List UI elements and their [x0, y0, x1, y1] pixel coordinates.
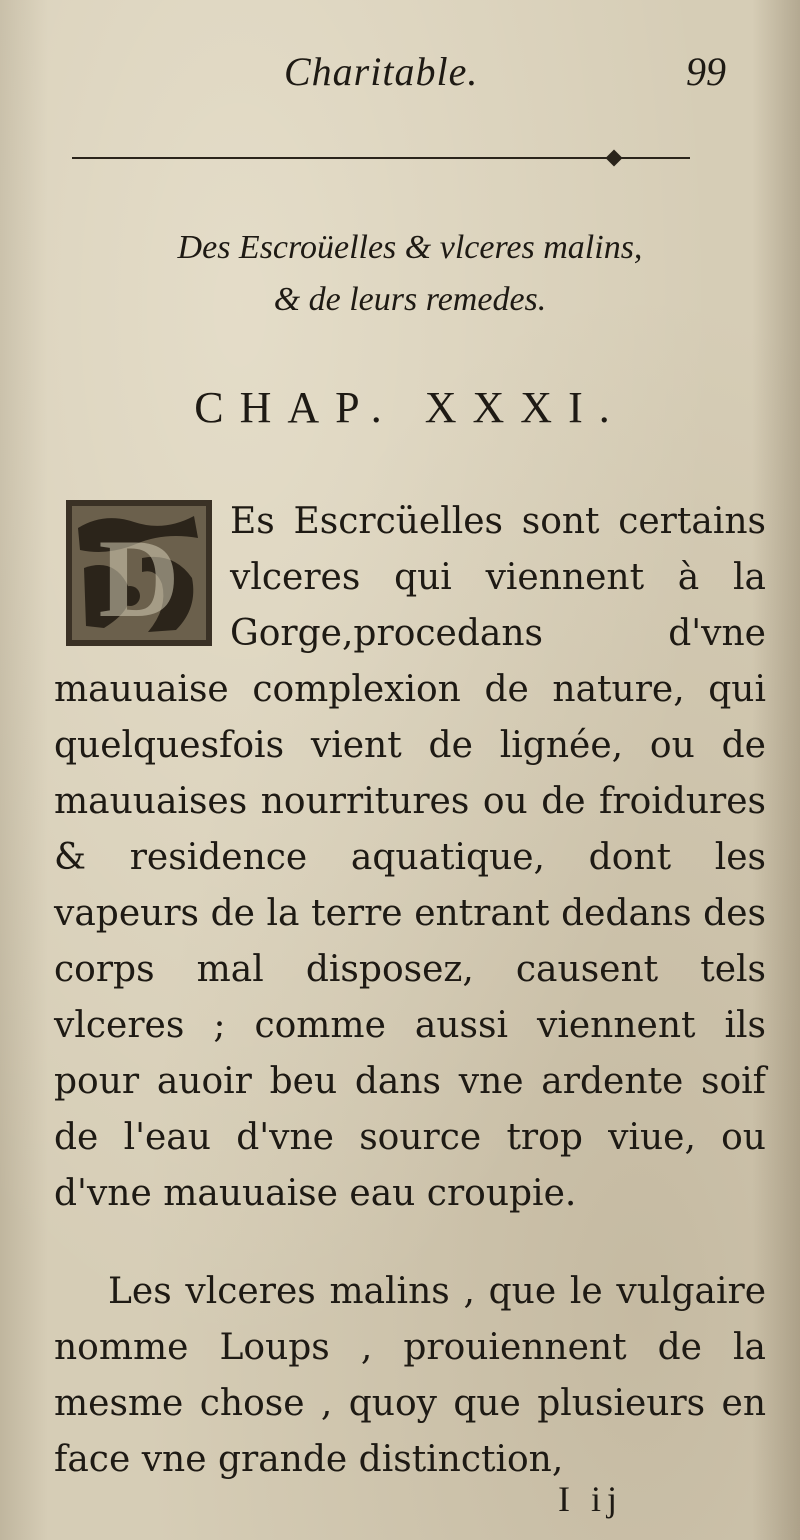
- chapter-title-line-1: Des Escroüelles & vlceres malins,: [177, 229, 643, 266]
- page-number: 99: [686, 49, 726, 94]
- signature-mark: I ij: [558, 1479, 623, 1519]
- chapter-number: CHAP. XXXI.: [194, 383, 626, 432]
- initial-letter: D: [98, 517, 180, 641]
- initial-spacer: [54, 494, 230, 656]
- chapter-title-line-2: & de leurs remedes.: [273, 281, 547, 318]
- paragraph-2: Les vlceres malins , que le vulgaire nomme Loups , prouiennent de la mesme chose , quoy que plusieurs en face vne grande distinction,: [54, 1271, 766, 1480]
- paragraph-1-text: Es Escrcüelles sont certains vlceres qui viennent à la Gorge,procedans d'vne mauuaise complexion de nature, qui quelquesfois vient de lignée, ou de mauuaises nourritures ou de froidures & residence aquatique, dont les vapeurs de la terre entrant dedans des corps mal disposez, causent tels vlceres ; comme aussi viennent ils pour auoir beu dans vne ardente soif de l'eau d'vne source trop viue, ou d'vne mauuaise eau croupie.: [54, 501, 766, 1214]
- header-rule: [72, 157, 690, 159]
- paragraph-1: [54, 494, 766, 1222]
- running-title: Charitable.: [284, 49, 479, 94]
- rule-ornament: [606, 150, 623, 167]
- chapter-title: [60, 222, 760, 326]
